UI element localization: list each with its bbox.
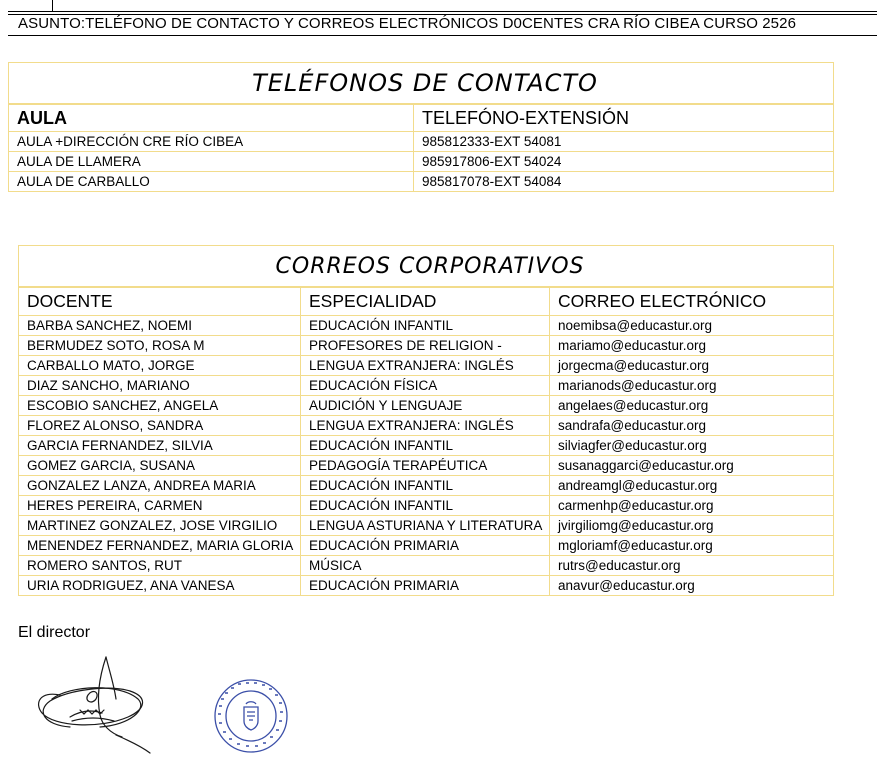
email-docente: HERES PEREIRA, CARMEN <box>19 496 301 516</box>
table-row <box>9 152 834 172</box>
phones-header-phone: TELEFÓNO-EXTENSIÓN <box>414 104 834 132</box>
table-row <box>19 316 834 336</box>
phones-title: TELÉFONOS DE CONTACTO <box>9 63 834 105</box>
email-especialidad: LENGUA ASTURIANA Y LITERATURA <box>301 516 550 536</box>
emails-header-docente: DOCENTE <box>19 287 301 316</box>
table-row <box>19 516 834 536</box>
table-row <box>19 496 834 516</box>
table-row <box>19 376 834 396</box>
email-especialidad: PEDAGOGÍA TERAPÉUTICA <box>301 456 550 476</box>
emails-title: CORREOS CORPORATIVOS <box>19 246 834 288</box>
table-row <box>19 416 834 436</box>
email-correo: sandrafa@educastur.org <box>550 416 834 436</box>
header-tick <box>52 0 53 11</box>
email-correo: mariamo@educastur.org <box>550 336 834 356</box>
email-especialidad: EDUCACIÓN FÍSICA <box>301 376 550 396</box>
email-especialidad: MÚSICA <box>301 556 550 576</box>
phone-number: 985917806-EXT 54024 <box>414 152 834 172</box>
director-signature <box>30 655 155 755</box>
email-correo: jorgecma@educastur.org <box>550 356 834 376</box>
phone-aula: AULA DE LLAMERA <box>9 152 414 172</box>
email-especialidad: AUDICIÓN Y LENGUAJE <box>301 396 550 416</box>
phone-number: 985817078-EXT 54084 <box>414 172 834 192</box>
email-docente: CARBALLO MATO, JORGE <box>19 356 301 376</box>
email-correo: noemibsa@educastur.org <box>550 316 834 336</box>
email-docente: GOMEZ GARCIA, SUSANA <box>19 456 301 476</box>
table-row <box>19 336 834 356</box>
table-row <box>9 132 834 152</box>
email-correo: angelaes@educastur.org <box>550 396 834 416</box>
email-correo: silviagfer@educastur.org <box>550 436 834 456</box>
email-correo: carmenhp@educastur.org <box>550 496 834 516</box>
email-docente: MARTINEZ GONZALEZ, JOSE VIRGILIO <box>19 516 301 536</box>
email-docente: DIAZ SANCHO, MARIANO <box>19 376 301 396</box>
email-especialidad: EDUCACIÓN PRIMARIA <box>301 576 550 596</box>
email-correo: anavur@educastur.org <box>550 576 834 596</box>
email-docente: MENENDEZ FERNANDEZ, MARIA GLORIA <box>19 536 301 556</box>
table-row <box>19 556 834 576</box>
email-especialidad: EDUCACIÓN INFANTIL <box>301 476 550 496</box>
table-row <box>19 396 834 416</box>
header-rule <box>8 11 877 12</box>
table-row <box>19 436 834 456</box>
signoff-label: El director <box>18 624 91 641</box>
email-correo: rutrs@educastur.org <box>550 556 834 576</box>
school-stamp <box>213 678 289 754</box>
email-docente: URIA RODRIGUEZ, ANA VANESA <box>19 576 301 596</box>
subject-line: ASUNTO:TELÉFONO DE CONTACTO Y CORREOS ELECTRÓNICOS D0CENTES CRA RÍO CIBEA CURSO 2526 <box>18 15 797 32</box>
table-row <box>9 172 834 192</box>
table-row <box>19 356 834 376</box>
table-row <box>19 456 834 476</box>
phone-aula: AULA +DIRECCIÓN CRE RÍO CIBEA <box>9 132 414 152</box>
email-especialidad: LENGUA EXTRANJERA: INGLÉS <box>301 356 550 376</box>
email-correo: mgloriamf@educastur.org <box>550 536 834 556</box>
email-correo: andreamgl@educastur.org <box>550 476 834 496</box>
email-docente: FLOREZ ALONSO, SANDRA <box>19 416 301 436</box>
phone-number: 985812333-EXT 54081 <box>414 132 834 152</box>
email-especialidad: LENGUA EXTRANJERA: INGLÉS <box>301 416 550 436</box>
table-row <box>19 536 834 556</box>
email-correo: susanaggarci@educastur.org <box>550 456 834 476</box>
email-correo: marianods@educastur.org <box>550 376 834 396</box>
emails-header-correo: CORREO ELECTRÓNICO <box>550 287 834 316</box>
email-docente: BARBA SANCHEZ, NOEMI <box>19 316 301 336</box>
email-docente: GARCIA FERNANDEZ, SILVIA <box>19 436 301 456</box>
phones-table <box>8 62 834 192</box>
table-row <box>19 576 834 596</box>
email-docente: ESCOBIO SANCHEZ, ANGELA <box>19 396 301 416</box>
subject-rule <box>8 35 877 36</box>
emails-header-especialidad: ESPECIALIDAD <box>301 287 550 316</box>
email-docente: BERMUDEZ SOTO, ROSA M <box>19 336 301 356</box>
email-docente: GONZALEZ LANZA, ANDREA MARIA <box>19 476 301 496</box>
email-especialidad: EDUCACIÓN INFANTIL <box>301 436 550 456</box>
email-especialidad: EDUCACIÓN PRIMARIA <box>301 536 550 556</box>
phone-aula: AULA DE CARBALLO <box>9 172 414 192</box>
email-correo: jvirgiliomg@educastur.org <box>550 516 834 536</box>
email-especialidad: EDUCACIÓN INFANTIL <box>301 496 550 516</box>
phones-header-aula: AULA <box>9 104 414 132</box>
email-especialidad: EDUCACIÓN INFANTIL <box>301 316 550 336</box>
email-docente: ROMERO SANTOS, RUT <box>19 556 301 576</box>
table-row <box>19 476 834 496</box>
email-especialidad: PROFESORES DE RELIGION - <box>301 336 550 356</box>
emails-table <box>18 245 834 596</box>
